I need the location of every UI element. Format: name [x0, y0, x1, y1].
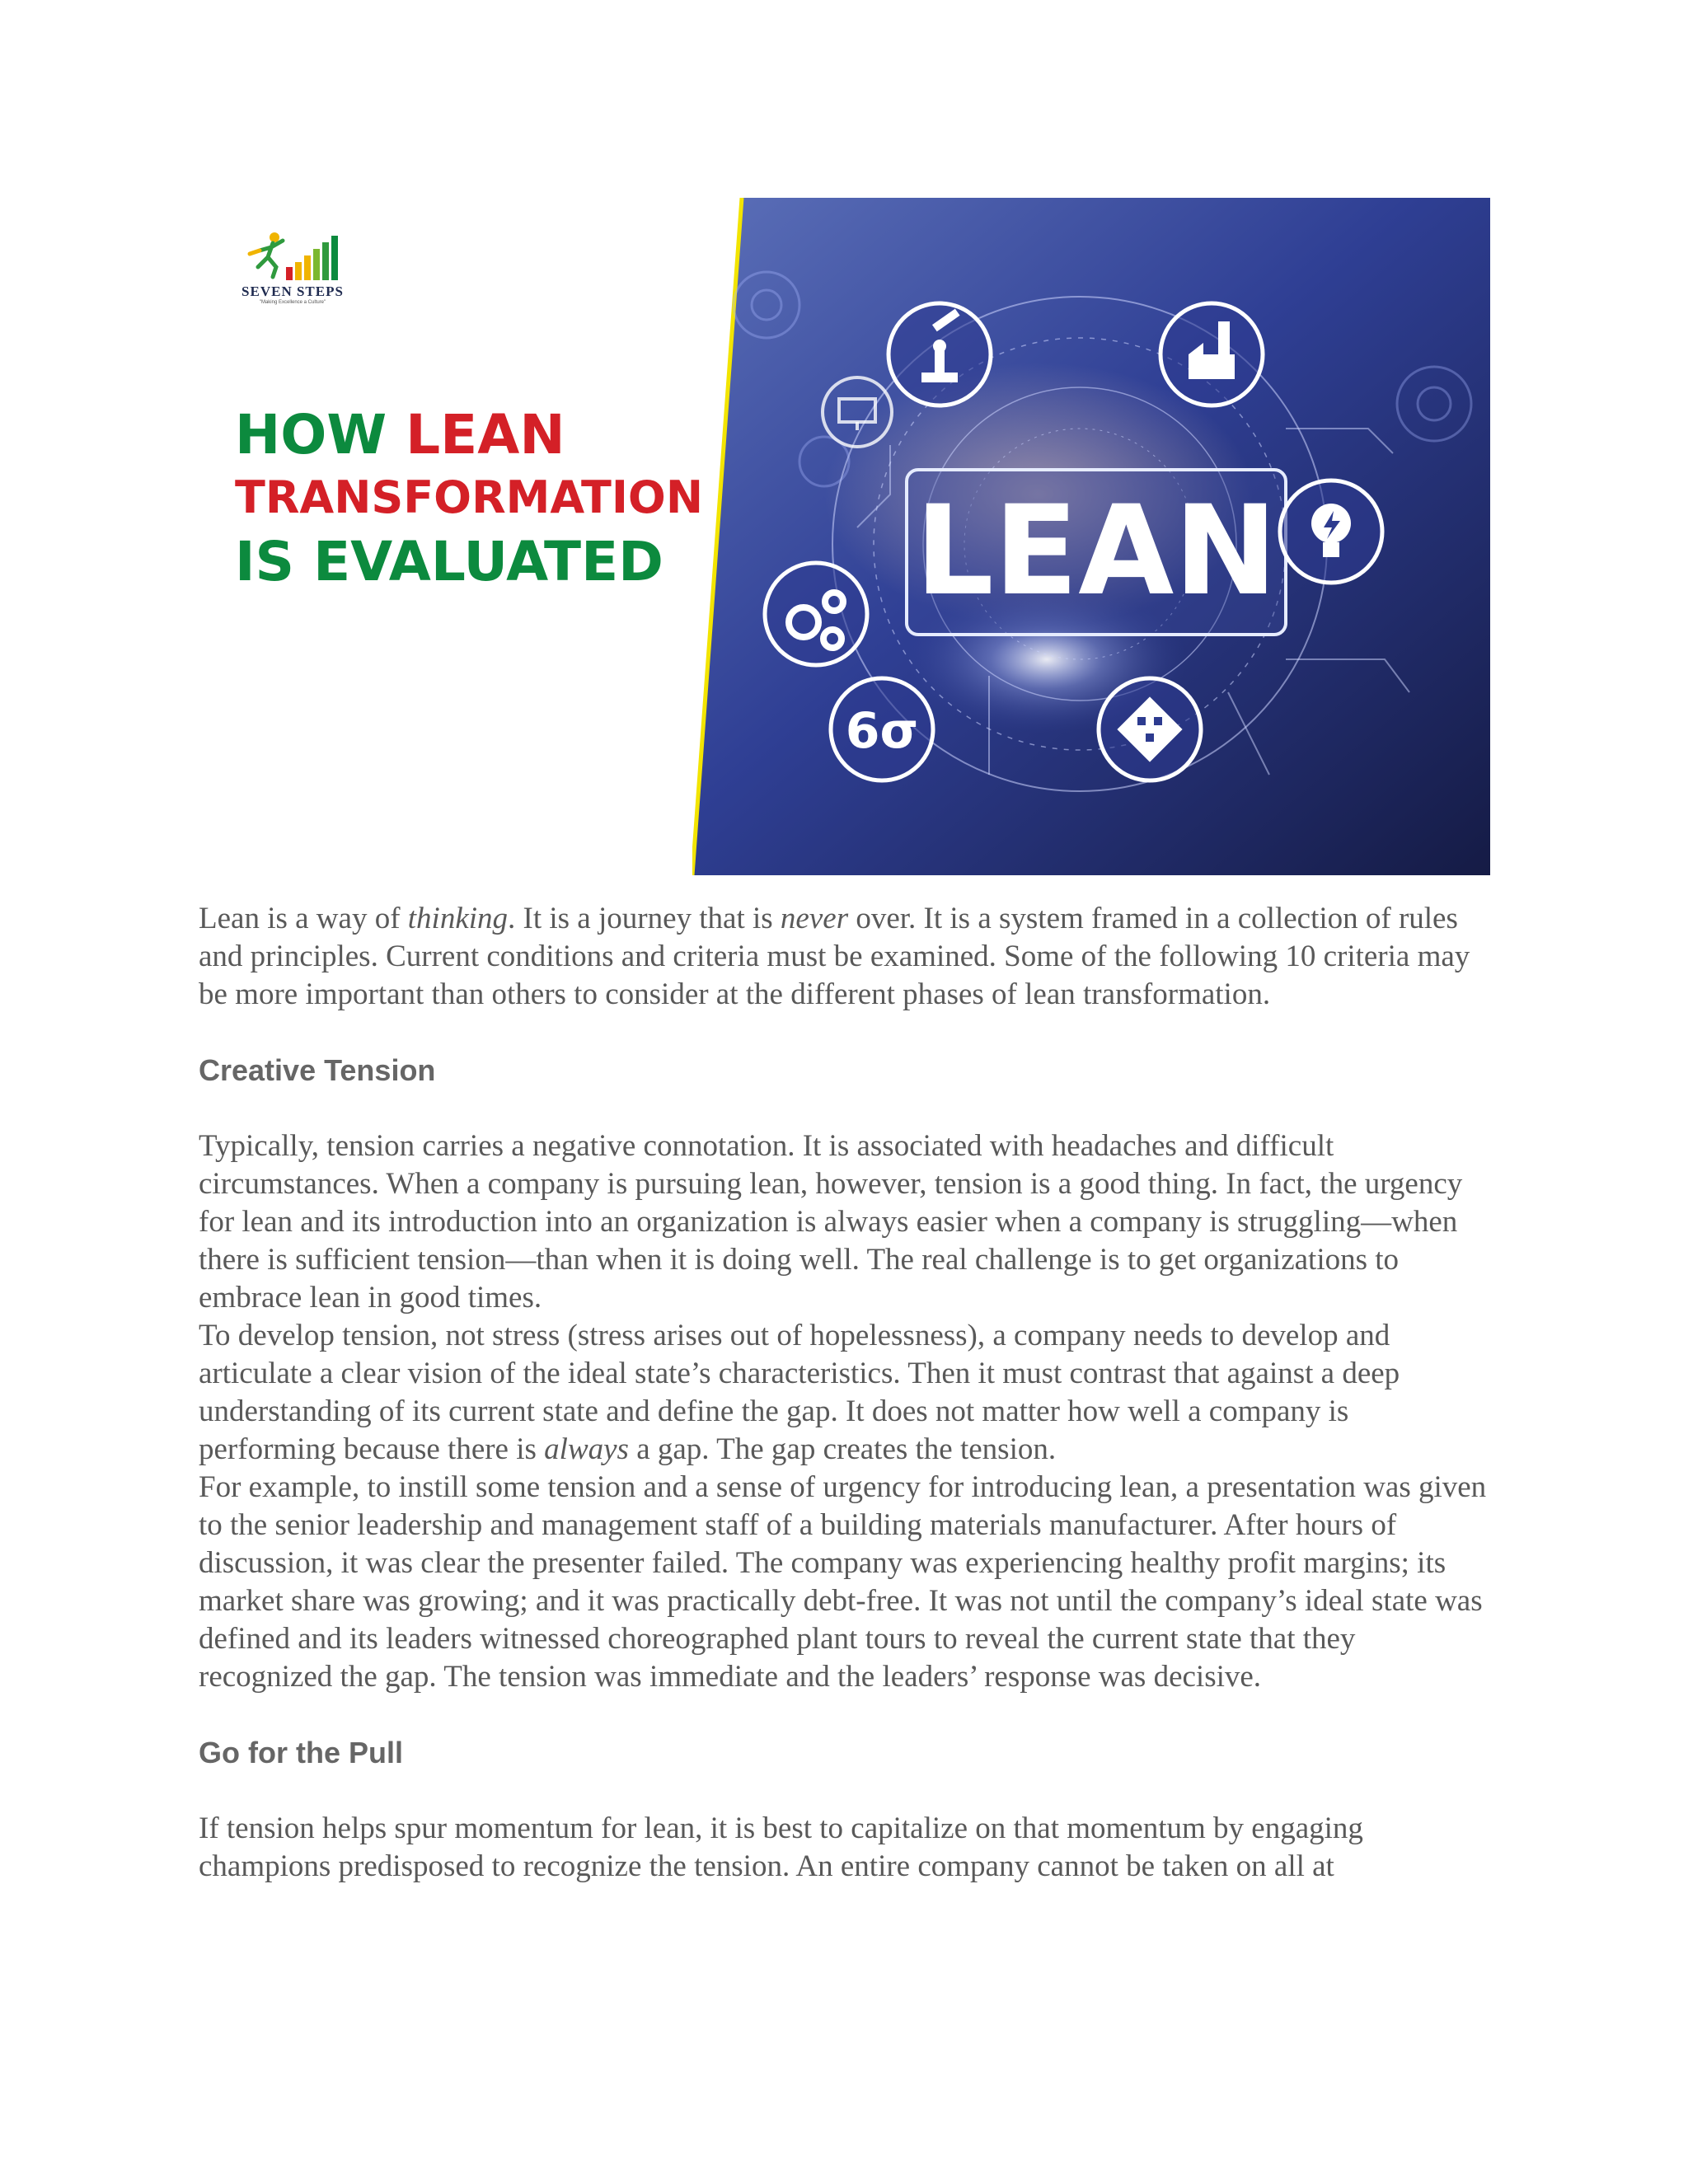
headline-lean: LEAN: [406, 403, 565, 466]
spacer: [199, 1772, 1493, 1810]
section-heading-go-for-the-pull: Go for the Pull: [199, 1736, 403, 1769]
logo-brand-text: SEVEN STEPS: [241, 284, 344, 299]
ct-p2-text-1: To develop tension, not stress (stress arises out of hopelessness), a company needs to develop and articulate a clear vision of the ideal state’s characteristics. Then it must contrast that against a deep understanding of its current state and define the gap. It does not matter how well a company is performing because there is: [199, 1319, 1400, 1466]
creative-tension-paragraph-3: For example, to instill some tension and a sense of urgency for introducing lean, a presentation was given to the senior leadership and management staff of a building materials manufacturer. After hours of discussion, it was clear the presenter failed. The company was experiencing healthy profit margins; its market share was growing; and it was practically debt-free. It was not until the company’s ideal state was defined and its leaders witnessed choreographed plant tours to reveal the current state that they recognized the gap. The tension was immediate and the leaders’ response was decisive.: [199, 1470, 1487, 1694]
lean-illustration: [692, 198, 1490, 875]
intro-text-2: . It is a journey that is: [508, 902, 781, 935]
spacer: [199, 1696, 1493, 1734]
seven-steps-logo: [235, 229, 350, 307]
article-body: [199, 900, 1493, 1886]
section-heading-creative-tension: Creative Tension: [199, 1053, 436, 1087]
logo-tagline: "Making Excellence a Culture": [259, 300, 326, 305]
intro-emphasis-thinking: thinking: [407, 902, 509, 935]
lean-hero-image: [692, 198, 1490, 875]
intro-text-1: Lean is a way of: [199, 902, 408, 935]
six-sigma-icon: 6σ: [845, 702, 919, 760]
intro-paragraph: [199, 900, 1493, 1014]
banner-title-panel: [198, 198, 725, 875]
ct-p2-emphasis-always: always: [544, 1432, 629, 1466]
ct-p2-text-2: a gap. The gap creates the tension.: [628, 1432, 1057, 1466]
spacer: [199, 1014, 1493, 1052]
logo-graphic-icon: [235, 229, 350, 284]
lean-center-word: LEAN: [915, 480, 1278, 623]
banner-headline: [235, 403, 704, 593]
creative-tension-paragraph-2: [199, 1317, 1493, 1469]
intro-text-3: over. It is a system framed in a collection of rules and principles. Current conditions and criteria must be examined. Some of the following 10 criteria may be more important than others to consider at the different phases of lean transformation.: [199, 902, 1470, 1011]
header-banner: [198, 198, 1490, 875]
creative-tension-paragraph-1: Typically, tension carries a negative connotation. It is associated with headaches and difficult circumstances. When a company is pursuing lean, however, tension is a good thing. In fact, the urgency for lean and its introduction into an organization is always easier when a company is struggling—when there is sufficient tension—than when it is doing well. The real challenge is to get organizations to embrace lean in good times.: [199, 1129, 1463, 1315]
intro-emphasis-never: never: [780, 902, 849, 935]
headline-line-2: TRANSFORMATION: [235, 471, 704, 523]
headline-how: HOW: [235, 403, 406, 466]
spacer: [199, 1090, 1493, 1127]
headline-line-3: IS EVALUATED: [235, 530, 663, 593]
headline-line-1: [235, 403, 703, 466]
go-for-the-pull-paragraph: If tension helps spur momentum for lean, it is best to capitalize on that momentum by engaging champions predisposed to recognize the tension. An entire company cannot be taken on all at: [199, 1811, 1363, 1883]
